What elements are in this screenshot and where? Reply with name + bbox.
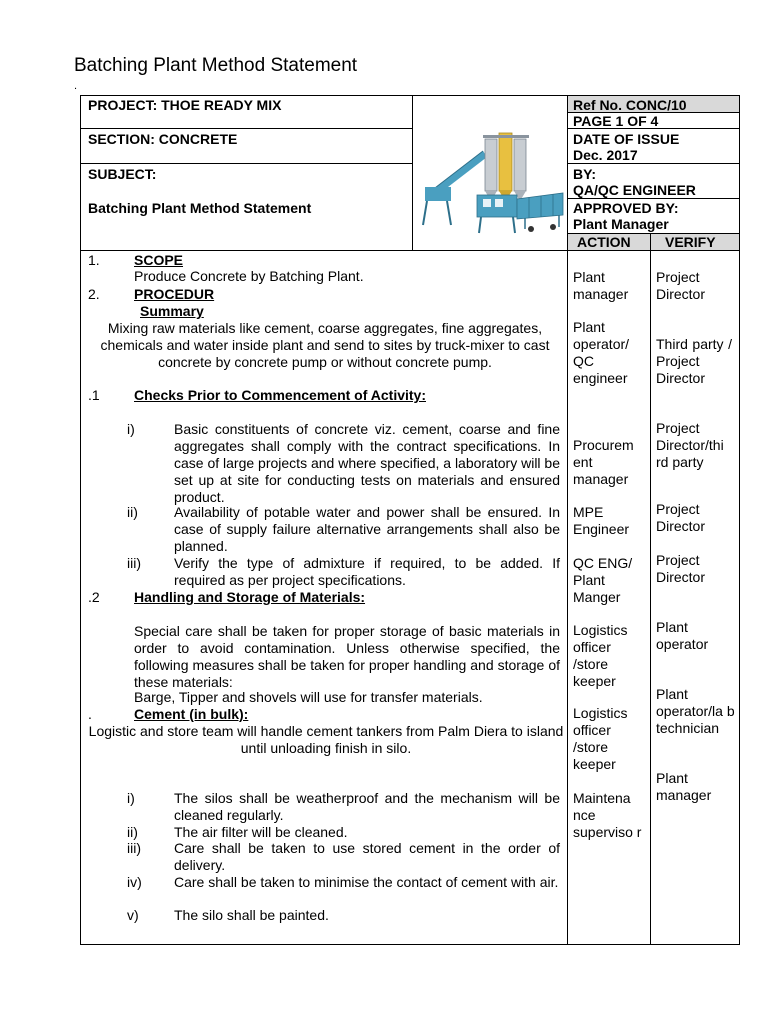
cement-item-1-number: i) bbox=[127, 790, 135, 806]
cement-item-3-number: iii) bbox=[127, 840, 141, 856]
verify-cell: Plant manager bbox=[656, 770, 712, 803]
verify-header: VERIFY bbox=[665, 234, 716, 250]
checks-item-2-number: ii) bbox=[127, 504, 138, 520]
document-title: Batching Plant Method Statement bbox=[74, 55, 358, 76]
batching-plant-image bbox=[413, 129, 566, 249]
cement-item-5-number: v) bbox=[127, 907, 139, 923]
summary-title: Summary bbox=[140, 303, 204, 319]
approved-value: Plant Manager bbox=[573, 216, 669, 232]
action-cell: QC ENG/ Plant Manger bbox=[573, 555, 633, 605]
cement-item-1-text: The silos shall be weatherproof and the mechanism will be cleaned regularly. bbox=[174, 790, 560, 823]
verify-cell: Project Director bbox=[656, 269, 706, 302]
checks-number: .1 bbox=[88, 387, 100, 403]
row-divider-left-2 bbox=[80, 163, 412, 164]
handling-text-2: Barge, Tipper and shovels will use for transfer materials. bbox=[134, 689, 483, 705]
date-label: DATE OF ISSUE bbox=[573, 131, 680, 147]
header-body-divider bbox=[80, 250, 740, 251]
cement-text: Logistic and store team will handle cement tankers from Palm Diera to island until unloading finish in silo. bbox=[88, 723, 564, 756]
subject-label: SUBJECT: bbox=[88, 166, 157, 182]
summary-text: Mixing raw materials like cement, coarse aggregates, fine aggregates, chemicals and water inside plant and send to sites by truck-mixer to cast concrete by concrete pump or without concrete pump. bbox=[100, 320, 550, 370]
handling-title: Handling and Storage of Materials: bbox=[134, 589, 366, 605]
section-2-title: PROCEDUR bbox=[134, 286, 215, 302]
action-header: ACTION bbox=[577, 234, 631, 250]
cement-item-2-text: The air filter will be cleaned. bbox=[174, 824, 348, 840]
section-1-text: Produce Concrete by Batching Plant. bbox=[134, 268, 364, 284]
action-cell: Logistics officer /store keeper bbox=[573, 622, 628, 689]
column-divider bbox=[567, 95, 568, 945]
section-1-title: SCOPE bbox=[134, 252, 184, 268]
handling-text: Special care shall be taken for proper storage of basic materials in order to avoid contamination. Unless otherwise specified, the following measures shall be taken for proper handling and storage of these materials: bbox=[134, 623, 560, 690]
action-cell: Maintena nce superviso r bbox=[573, 790, 642, 840]
cement-number: . bbox=[88, 706, 92, 722]
cement-title: Cement (in bulk): bbox=[134, 706, 249, 722]
checks-item-1-text: Basic constituents of concrete viz. cement, coarse and fine aggregates shall comply with the contract specifications. In case of large projects and where specified, a laboratory will be set up at site for conducting tests on materials and ensured product. bbox=[174, 421, 560, 505]
row-divider-left-1 bbox=[80, 128, 412, 129]
ref-number: Ref No. CONC/10 bbox=[573, 97, 687, 113]
section-1-number: 1. bbox=[88, 252, 100, 268]
verify-cell: Plant operator/la b technician bbox=[656, 686, 735, 736]
action-cell: Logistics officer /store keeper bbox=[573, 705, 628, 772]
by-label: BY: bbox=[573, 166, 597, 182]
title-dot: . bbox=[74, 80, 78, 92]
cement-item-5-text: The silo shall be painted. bbox=[174, 907, 329, 923]
action-verify-divider bbox=[650, 233, 651, 945]
page-number: PAGE 1 OF 4 bbox=[573, 113, 659, 129]
approved-label: APPROVED BY: bbox=[573, 200, 679, 216]
verify-cell: Project Director bbox=[656, 501, 706, 534]
action-cell: Plant operator/ QC engineer bbox=[573, 319, 630, 386]
handling-number: .2 bbox=[88, 589, 100, 605]
checks-title: Checks Prior to Commencement of Activity: bbox=[134, 387, 426, 403]
action-cell: Procurem ent manager bbox=[573, 437, 634, 487]
cement-item-3-text: Care shall be taken to use stored cement in the order of delivery. bbox=[174, 840, 560, 873]
checks-item-1-number: i) bbox=[127, 421, 135, 437]
checks-item-3-number: iii) bbox=[127, 555, 141, 571]
checks-item-3-text: Verify the type of admixture if required, to be added. If required as per project specifications. bbox=[174, 555, 560, 588]
action-cell: MPE Engineer bbox=[573, 504, 630, 537]
verify-cell: Project Director bbox=[656, 552, 706, 585]
cement-item-4-text: Care shall be taken to minimise the contact of cement with air. bbox=[174, 874, 559, 890]
by-value: QA/QC ENGINEER bbox=[573, 182, 696, 198]
cement-item-2-number: ii) bbox=[127, 824, 138, 840]
action-cell: Plant manager bbox=[573, 269, 629, 302]
project-label: PROJECT: THOE READY MIX bbox=[88, 97, 282, 113]
verify-cell: Plant operator bbox=[656, 619, 709, 652]
section-label: SECTION: CONCRETE bbox=[88, 131, 238, 147]
subject-value: Batching Plant Method Statement bbox=[88, 200, 312, 216]
verify-cell: Project Director/thi rd party bbox=[656, 420, 724, 470]
verify-cell: Third party / Project Director bbox=[656, 336, 732, 386]
section-2-number: 2. bbox=[88, 286, 100, 302]
date-value: Dec. 2017 bbox=[573, 147, 638, 163]
checks-item-2-text: Availability of potable water and power shall be ensured. In case of supply failure alternative arrangements shall also be planned. bbox=[174, 504, 560, 554]
cement-item-4-number: iv) bbox=[127, 874, 142, 890]
